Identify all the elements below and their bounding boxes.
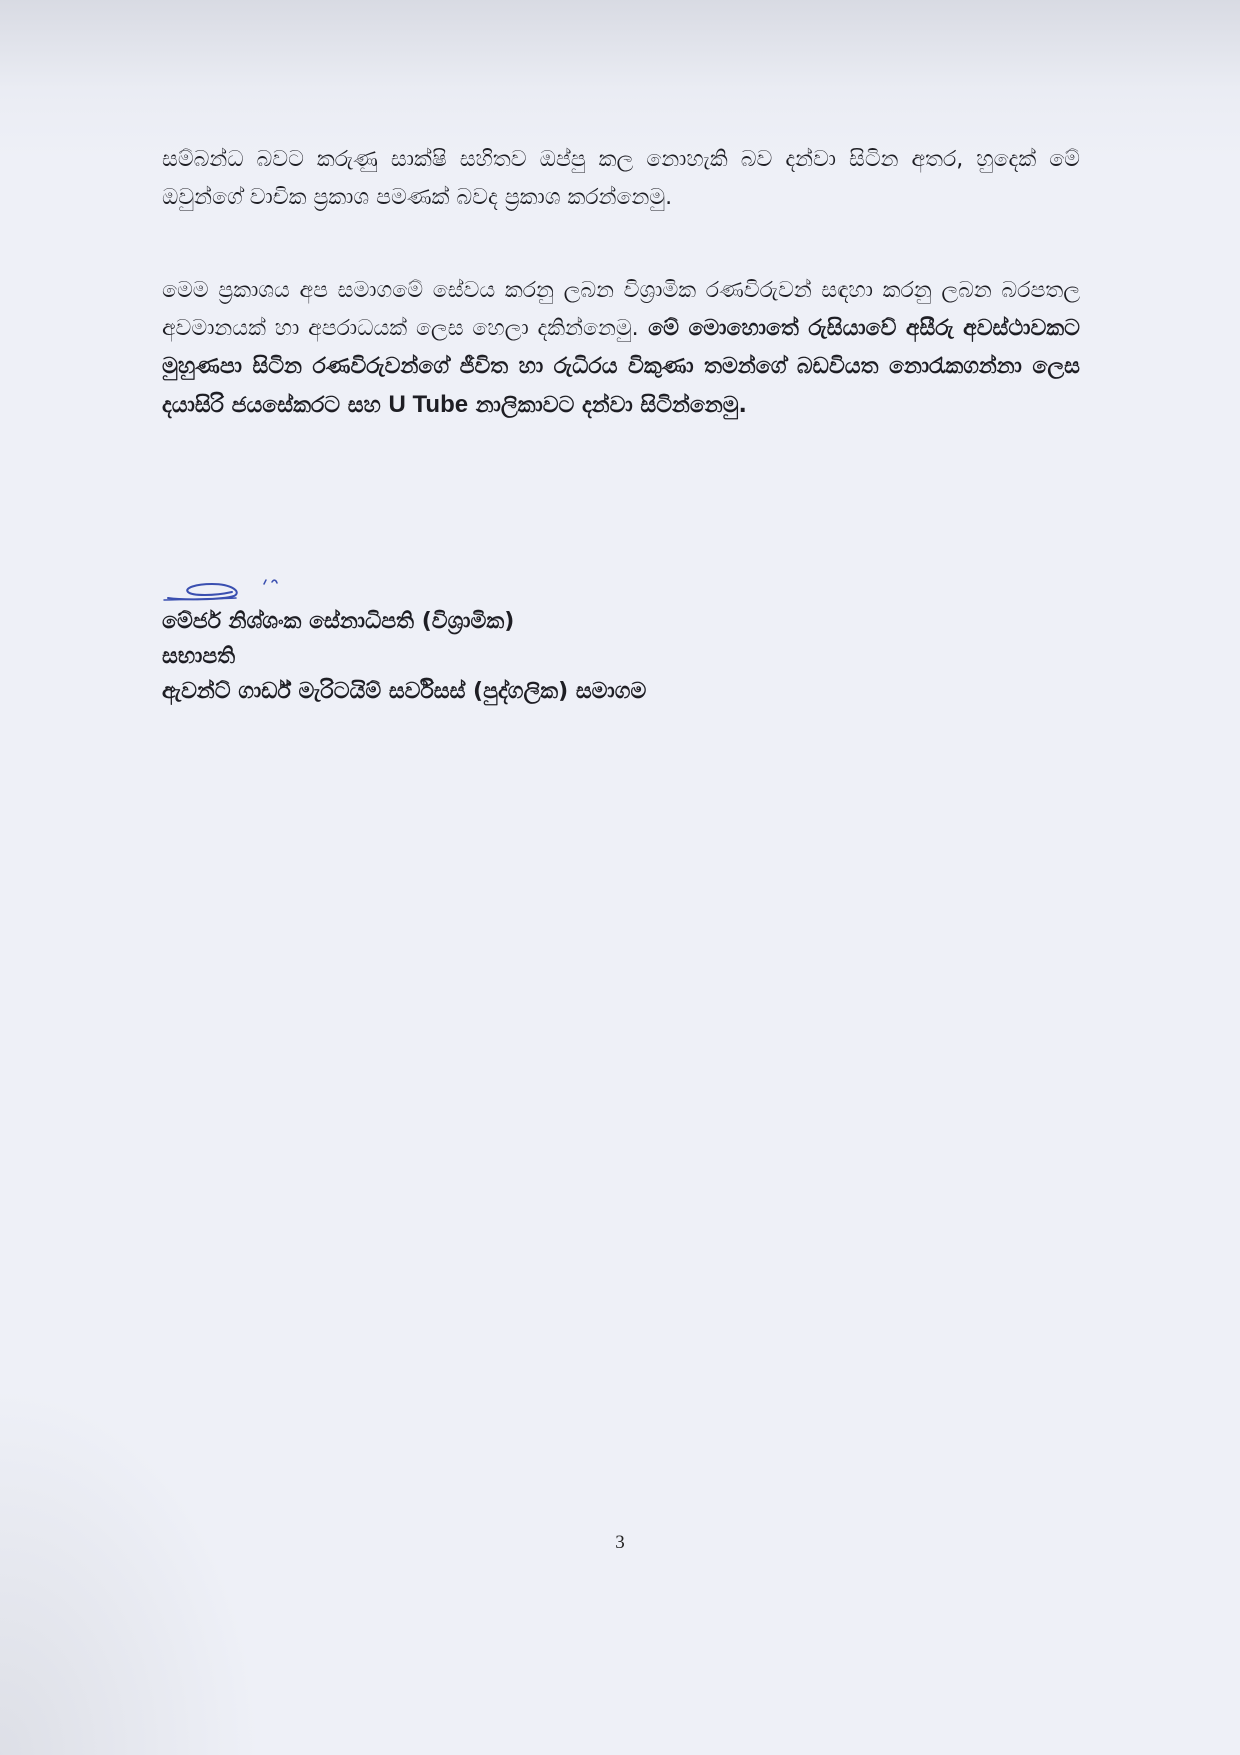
signatory-name: මේජර් නිශ්ශංක සේනාධිපති (විශ්‍රාමික) (162, 609, 515, 634)
paragraph-2-regular-text: මෙම ප්‍රකාශය අප සමාගමේ සේවය කරනු ලබන විශ්‍රාමික රණවිරුවන් සඳහා කරනු ලබන බරපතල අවමානයක් හා අපරාධයක් ලෙස හෙලා දකින්නෙමු. (162, 278, 1080, 341)
paragraph-1 (162, 141, 1080, 217)
paragraph-2-bold-text: මේ මොහොතේ රුසියාවේ අසීරු අවස්ථාවකට මුහුණපා සිටින රණවිරුවන්ගේ ජීවිත හා රුධිරය විකුණා තමන්ගේ බඩවියත නොරැකගන්නා ලෙස දයාසිරි ජයසේකරට සහ (162, 316, 1080, 418)
paragraph-2 (162, 272, 1080, 425)
utube-brand-text: U Tube (388, 391, 469, 418)
signatory-title: සභාපති (162, 644, 236, 669)
paragraph-2-bold-text-end: නාලිකාවට දන්වා සිටින්නෙමු. (468, 393, 747, 418)
page-number: 3 (615, 1532, 625, 1553)
paragraph-1-text: සම්බන්ධ බවට කරුණු සාක්ෂි සහිතව ඔප්පු කල නොහැකි බව දන්වා සිටින අතර, හුදෙක් මේ ඔවුන්ගේ වාචික ප්‍රකාශ පමණක් බවද ප්‍රකාශ කරන්නෙමු. (162, 147, 1080, 210)
signature-block (162, 604, 646, 709)
signatory-company: ඇවන්ට් ගාර්ඩ් මැරිටයිම් සර්විසස් (පුද්ගලික) සමාගම (162, 679, 647, 704)
handwritten-signature-icon (162, 576, 302, 602)
